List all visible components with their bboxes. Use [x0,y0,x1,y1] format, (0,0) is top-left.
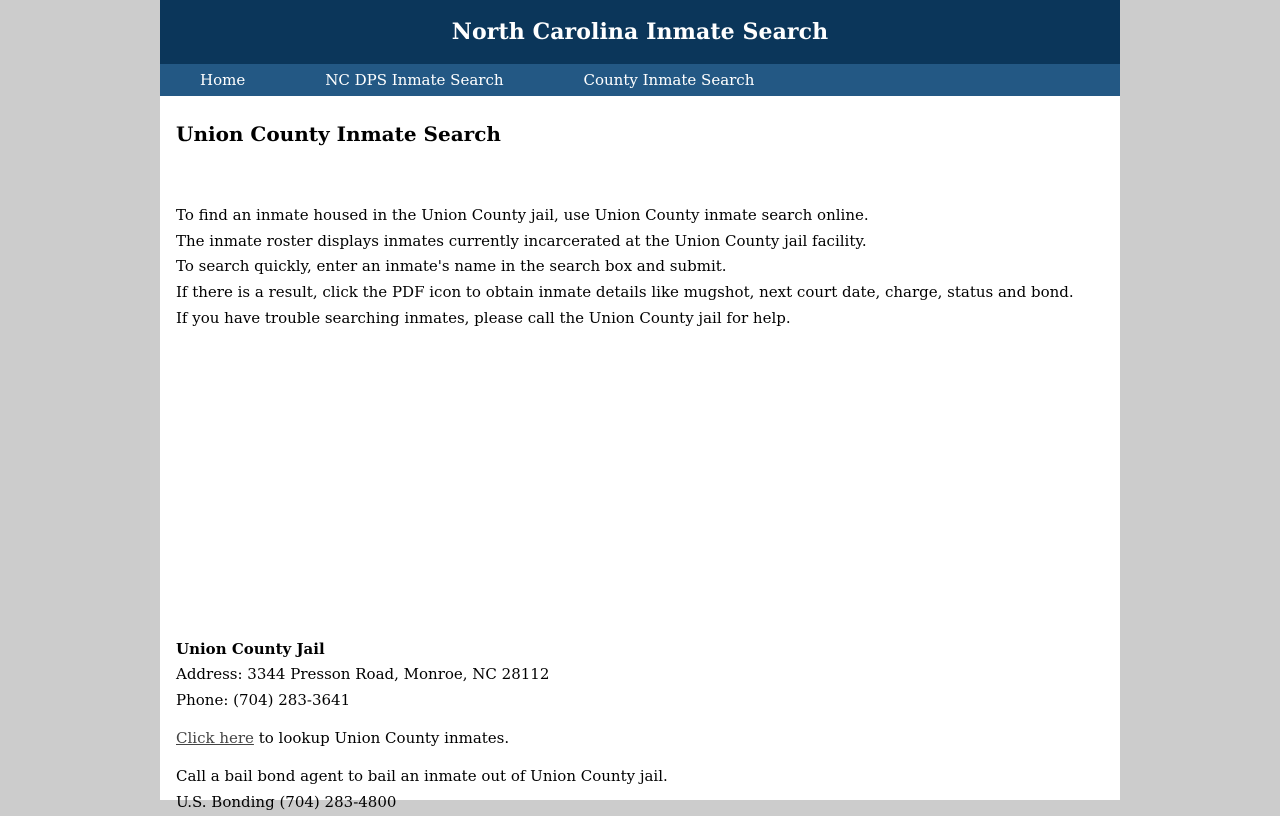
jail-phone: Phone: (704) 283-3641 [176,690,351,709]
site-header [160,0,1120,64]
lookup-text: to lookup Union County inmates. [253,728,510,747]
click-here-link[interactable]: Click here [176,728,254,747]
jail-info [176,637,1104,714]
intro-line: If you have trouble searching inmates, please call the Union County jail for help. [176,308,791,327]
main-content [160,123,1120,816]
nav-nc-dps-inmate-search-link[interactable]: NC DPS Inmate Search [325,71,504,89]
blank-ad-space [176,332,1104,637]
bail-agent: U.S. Bonding (704) 283-4800 [176,793,397,812]
nav-home-link[interactable]: Home [200,71,246,89]
jail-name: Union County Jail [176,639,325,658]
intro-line: To search quickly, enter an inmate's name in the search box and submit. [176,257,727,276]
intro-line: The inmate roster displays inmates currently incarcerated at the Union County jail facility. [176,231,867,250]
lookup-paragraph [176,726,1104,752]
nav-county-inmate-search-link[interactable]: County Inmate Search [583,71,755,89]
intro-text [176,203,1104,332]
page-title: Union County Inmate Search [176,122,501,146]
intro-line: If there is a result, click the PDF icon to obtain inmate details like mugshot, next court date, charge, status and bond. [176,283,1074,302]
bail-info [176,764,1104,815]
page-container [160,0,1120,812]
jail-address: Address: 3344 Presson Road, Monroe, NC 28112 [176,665,550,684]
bail-text: Call a bail bond agent to bail an inmate out of Union County jail. [176,767,668,786]
main-nav [160,64,1120,96]
intro-line: To find an inmate housed in the Union County jail, use Union County inmate search online. [176,206,869,224]
site-title: North Carolina Inmate Search [451,19,829,45]
